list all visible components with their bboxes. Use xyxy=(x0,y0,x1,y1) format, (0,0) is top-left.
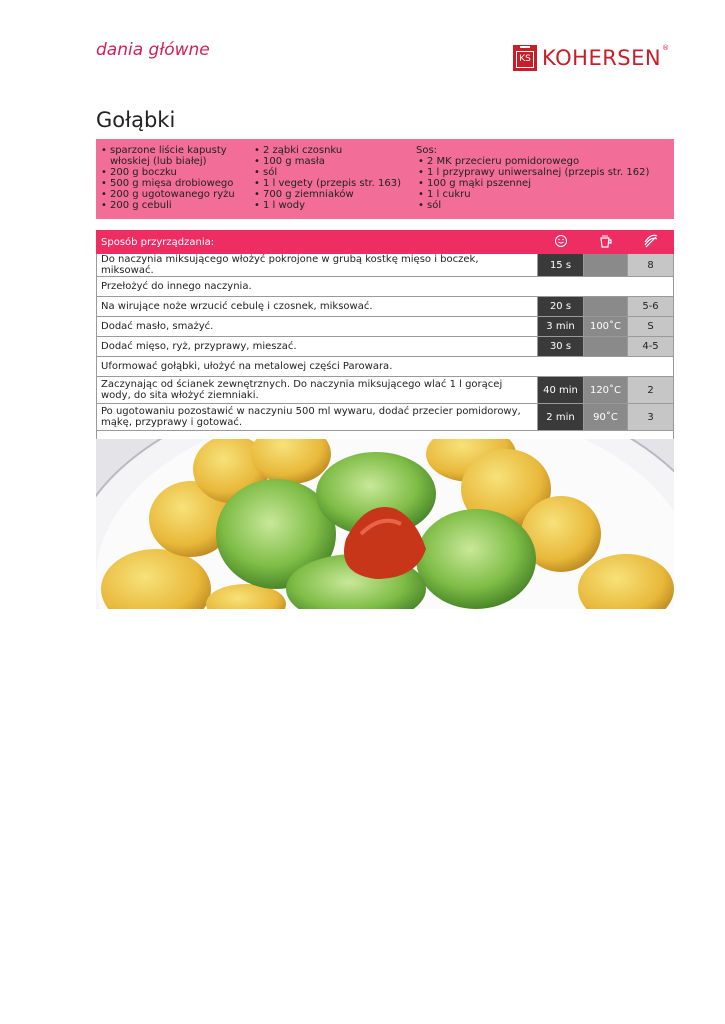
sauce-column xyxy=(416,145,671,211)
step-time: 40 min xyxy=(538,377,584,404)
step-speed: S xyxy=(628,317,674,337)
method-step-row xyxy=(97,254,674,277)
method-step-row xyxy=(97,337,674,357)
ingredient-item: • 1 l wody xyxy=(252,200,402,211)
step-time: 30 s xyxy=(538,337,584,357)
ingredient-item: • 2 ząbki czosnku xyxy=(252,145,402,156)
ingredient-item: • 200 g boczku xyxy=(99,167,249,178)
brand-name: KOHERSEN xyxy=(542,46,662,70)
method-step-row xyxy=(97,297,674,317)
ingredient-item: • sól xyxy=(252,167,402,178)
step-text: Dodać mięso, ryż, przyprawy, mieszać. xyxy=(97,337,538,357)
step-speed: 4-5 xyxy=(628,337,674,357)
step-text: Na wirujące noże wrzucić cebulę i czosnek, miksować. xyxy=(97,297,538,317)
ingredient-item: • 2 MK przecieru pomidorowego xyxy=(416,156,671,167)
timer-icon xyxy=(538,231,584,254)
step-text: Uformować gołąbki, ułożyć na metalowej części Parowara. xyxy=(97,357,674,377)
food-photo xyxy=(96,439,674,609)
ingredient-item: • 700 g ziemniaków xyxy=(252,189,402,200)
step-time: 20 s xyxy=(538,297,584,317)
step-text: Do naczynia miksującego włożyć pokrojone w grubą kostkę mięso i boczek, miksować. xyxy=(97,254,538,277)
ingredient-item: • sparzone liście kapusty włoskiej (lub białej) xyxy=(99,145,249,167)
sauce-heading: Sos: xyxy=(416,145,438,156)
brand-logo: KS KOHERSEN ® xyxy=(513,44,661,72)
ingredient-item: • 1 l vegety (przepis str. 163) xyxy=(252,178,402,189)
step-text: Po ugotowaniu pozostawić w naczyniu 500 ml wywaru, dodać przecier pomidorowy, mąkę, przyprawy i gotować. xyxy=(97,404,538,431)
ingredient-item: • 1 l przyprawy uniwersalnej (przepis str. 162) xyxy=(416,167,671,178)
ingredient-item: • 500 g mięsa drobiowego xyxy=(99,178,249,189)
step-temperature xyxy=(584,337,628,357)
ingredients-column-1 xyxy=(99,145,249,211)
method-heading: Sposób przyrządzania: xyxy=(97,231,538,254)
method-step-row xyxy=(97,357,674,377)
method-step-row xyxy=(97,377,674,404)
temperature-icon xyxy=(584,231,628,254)
category-label: dania główne xyxy=(96,40,210,60)
ingredient-item: • 1 l cukru xyxy=(416,189,671,200)
recipe-title: Gołąbki xyxy=(96,108,176,132)
step-temperature: 100˚C xyxy=(584,317,628,337)
step-speed: 3 xyxy=(628,404,674,431)
step-temperature: 90˚C xyxy=(584,404,628,431)
ingredient-item: • 100 g mąki pszennej xyxy=(416,178,671,189)
step-time: 2 min xyxy=(538,404,584,431)
ingredients-column-2 xyxy=(252,145,402,211)
brand-mark-icon: KS xyxy=(513,45,537,71)
step-temperature xyxy=(584,254,628,277)
step-text: Zaczynając od ścianek zewnętrznych. Do naczynia miksującego wlać 1 l gorącej wody, do sita włożyć ziemniaki. xyxy=(97,377,538,404)
step-speed: 8 xyxy=(628,254,674,277)
step-speed: 5-6 xyxy=(628,297,674,317)
ingredient-item: • sól xyxy=(416,200,671,211)
ingredient-item: • 200 g cebuli xyxy=(99,200,249,211)
method-step-row xyxy=(97,317,674,337)
step-text: Dodać masło, smażyć. xyxy=(97,317,538,337)
ingredient-item: • 200 g ugotowanego ryżu xyxy=(99,189,249,200)
step-time: 3 min xyxy=(538,317,584,337)
step-text: Przełożyć do innego naczynia. xyxy=(97,277,674,297)
step-time: 15 s xyxy=(538,254,584,277)
method-table xyxy=(96,230,674,444)
speed-icon xyxy=(628,231,674,254)
method-step-row xyxy=(97,277,674,297)
step-speed: 2 xyxy=(628,377,674,404)
ingredients-panel xyxy=(96,139,674,219)
step-temperature: 120˚C xyxy=(584,377,628,404)
ingredient-item: • 100 g masła xyxy=(252,156,402,167)
method-step-row xyxy=(97,404,674,431)
step-temperature xyxy=(584,297,628,317)
